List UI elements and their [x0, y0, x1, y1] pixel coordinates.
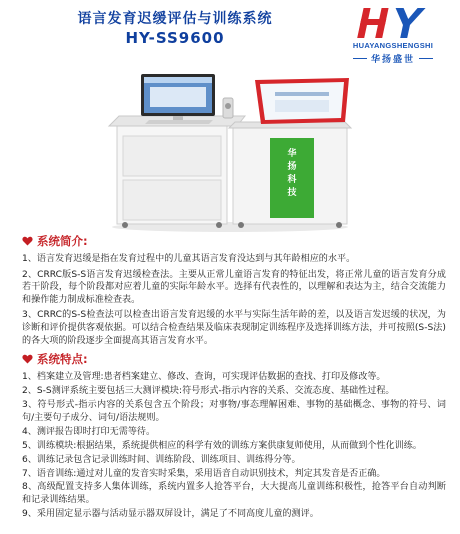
feature-item: 7、语音训练:通过对儿童的发音实时采集，采用语音自动识别技术，判定其发音是否正确。: [22, 468, 386, 479]
feature-item: 5、训练模块:根据结果，系统提供相应的科学有效的训练方案供康复师使用，从而做到个性化训练。: [22, 440, 422, 451]
feature-item: 6、训练记录包含记录训练时间、训练阶段、训练项目、训练得分等。: [22, 454, 301, 465]
left-cabinet-panel: [123, 136, 221, 176]
intro-item: 2、CRRC版S-S语言发育迟缓检查法。主要从正常儿童语言发育的特征出发，将正常儿童的语言发育分成若干阶段，每个阶段都对应着儿童的实际年龄水平。选择有代表性的，以理解和表达为主，结合交流能力和操作能力制成标准检查表。: [22, 269, 446, 305]
logo-rule-left: [353, 58, 367, 59]
left-cabinet-drawer: [123, 180, 221, 220]
brand-logo: [336, 6, 450, 70]
intro-section: [22, 234, 446, 350]
model-number: HY-SS9600: [125, 29, 225, 47]
page-title: 语言发育迟缓评估与训练系统: [77, 11, 273, 27]
intro-item: 1、语言发育迟缓是指在发育过程中的儿童其语言发育没达到与其年龄相应的水平。: [22, 254, 356, 264]
hy-logo-mark-icon: [348, 6, 438, 40]
cabinet-text-3: 科: [287, 175, 297, 185]
logo-name-cn-row: [336, 52, 450, 65]
heart-icon: [22, 236, 33, 246]
features-header: [22, 352, 446, 366]
features-list: [22, 371, 446, 521]
speaker-cone: [225, 103, 231, 109]
touch-screen-header: [275, 92, 329, 96]
intro-title: 系统简介:: [37, 234, 88, 248]
feature-item: 3、符号形式-指示内容的关系包含五个阶段；对事物/事态理解困难、事物的基础概念、事物的符号、词句/主要句子成分、词句/语法规则。: [22, 399, 446, 423]
intro-list: [22, 253, 446, 347]
cabinet-text-1: 华: [287, 149, 297, 159]
heart-icon: [22, 354, 33, 364]
logo-name-en: HUAYANGSHENGSHI: [352, 41, 434, 50]
logo-name-cn: 华扬盛世: [370, 55, 415, 65]
feature-item: 9、采用固定显示器与活动显示器双屏设计，满足了不同高度儿童的测评。: [22, 509, 319, 520]
features-title: 系统特点:: [37, 352, 88, 366]
features-section: [22, 352, 446, 522]
touch-screen-content: [275, 100, 329, 112]
intro-item: 3、CRRC的S-S检查法可以检查出语言发育迟缓的水平与实际生活年龄的差，以及语言发迟缓的状况，为诊断和评价提供客观依据。可以结合检查结果及临床表现制定训练程序及选择训练方法，并可按照(S-S法)的各大项的阶段逐步全面提高其语言发育水平。: [22, 310, 446, 346]
wheel-icon: [216, 222, 222, 228]
cabinet-text-4: 技: [287, 188, 297, 198]
wheel-icon: [238, 222, 244, 228]
title-block: [60, 10, 290, 48]
feature-item: 4、测评报告即时打印无需等待。: [22, 426, 156, 437]
intro-header: [22, 234, 446, 248]
product-illustration: [105, 66, 355, 232]
feature-item: 2、S-S测评系统主要包括三大测评模块:符号形式-指示内容的关系、交流态度、基础性过程。: [22, 385, 395, 396]
wheel-icon: [122, 222, 128, 228]
main-screen-titlebar: [144, 77, 212, 83]
main-screen-window: [150, 87, 206, 107]
cabinet-text-2: 扬: [287, 162, 297, 172]
feature-item: 8、高级配置支持多人集体训练，系统内置多人抢答平台，大大提高儿童训练积极性，抢答平台自动判断和记录训练结果。: [22, 482, 446, 506]
wheel-icon: [336, 222, 342, 228]
logo-rule-right: [419, 58, 433, 59]
feature-item: 1、档案建立及管理:患者档案建立、修改、查询，可实现评估数据的查找、打印及修改等。: [22, 372, 386, 382]
keyboard: [145, 120, 213, 124]
